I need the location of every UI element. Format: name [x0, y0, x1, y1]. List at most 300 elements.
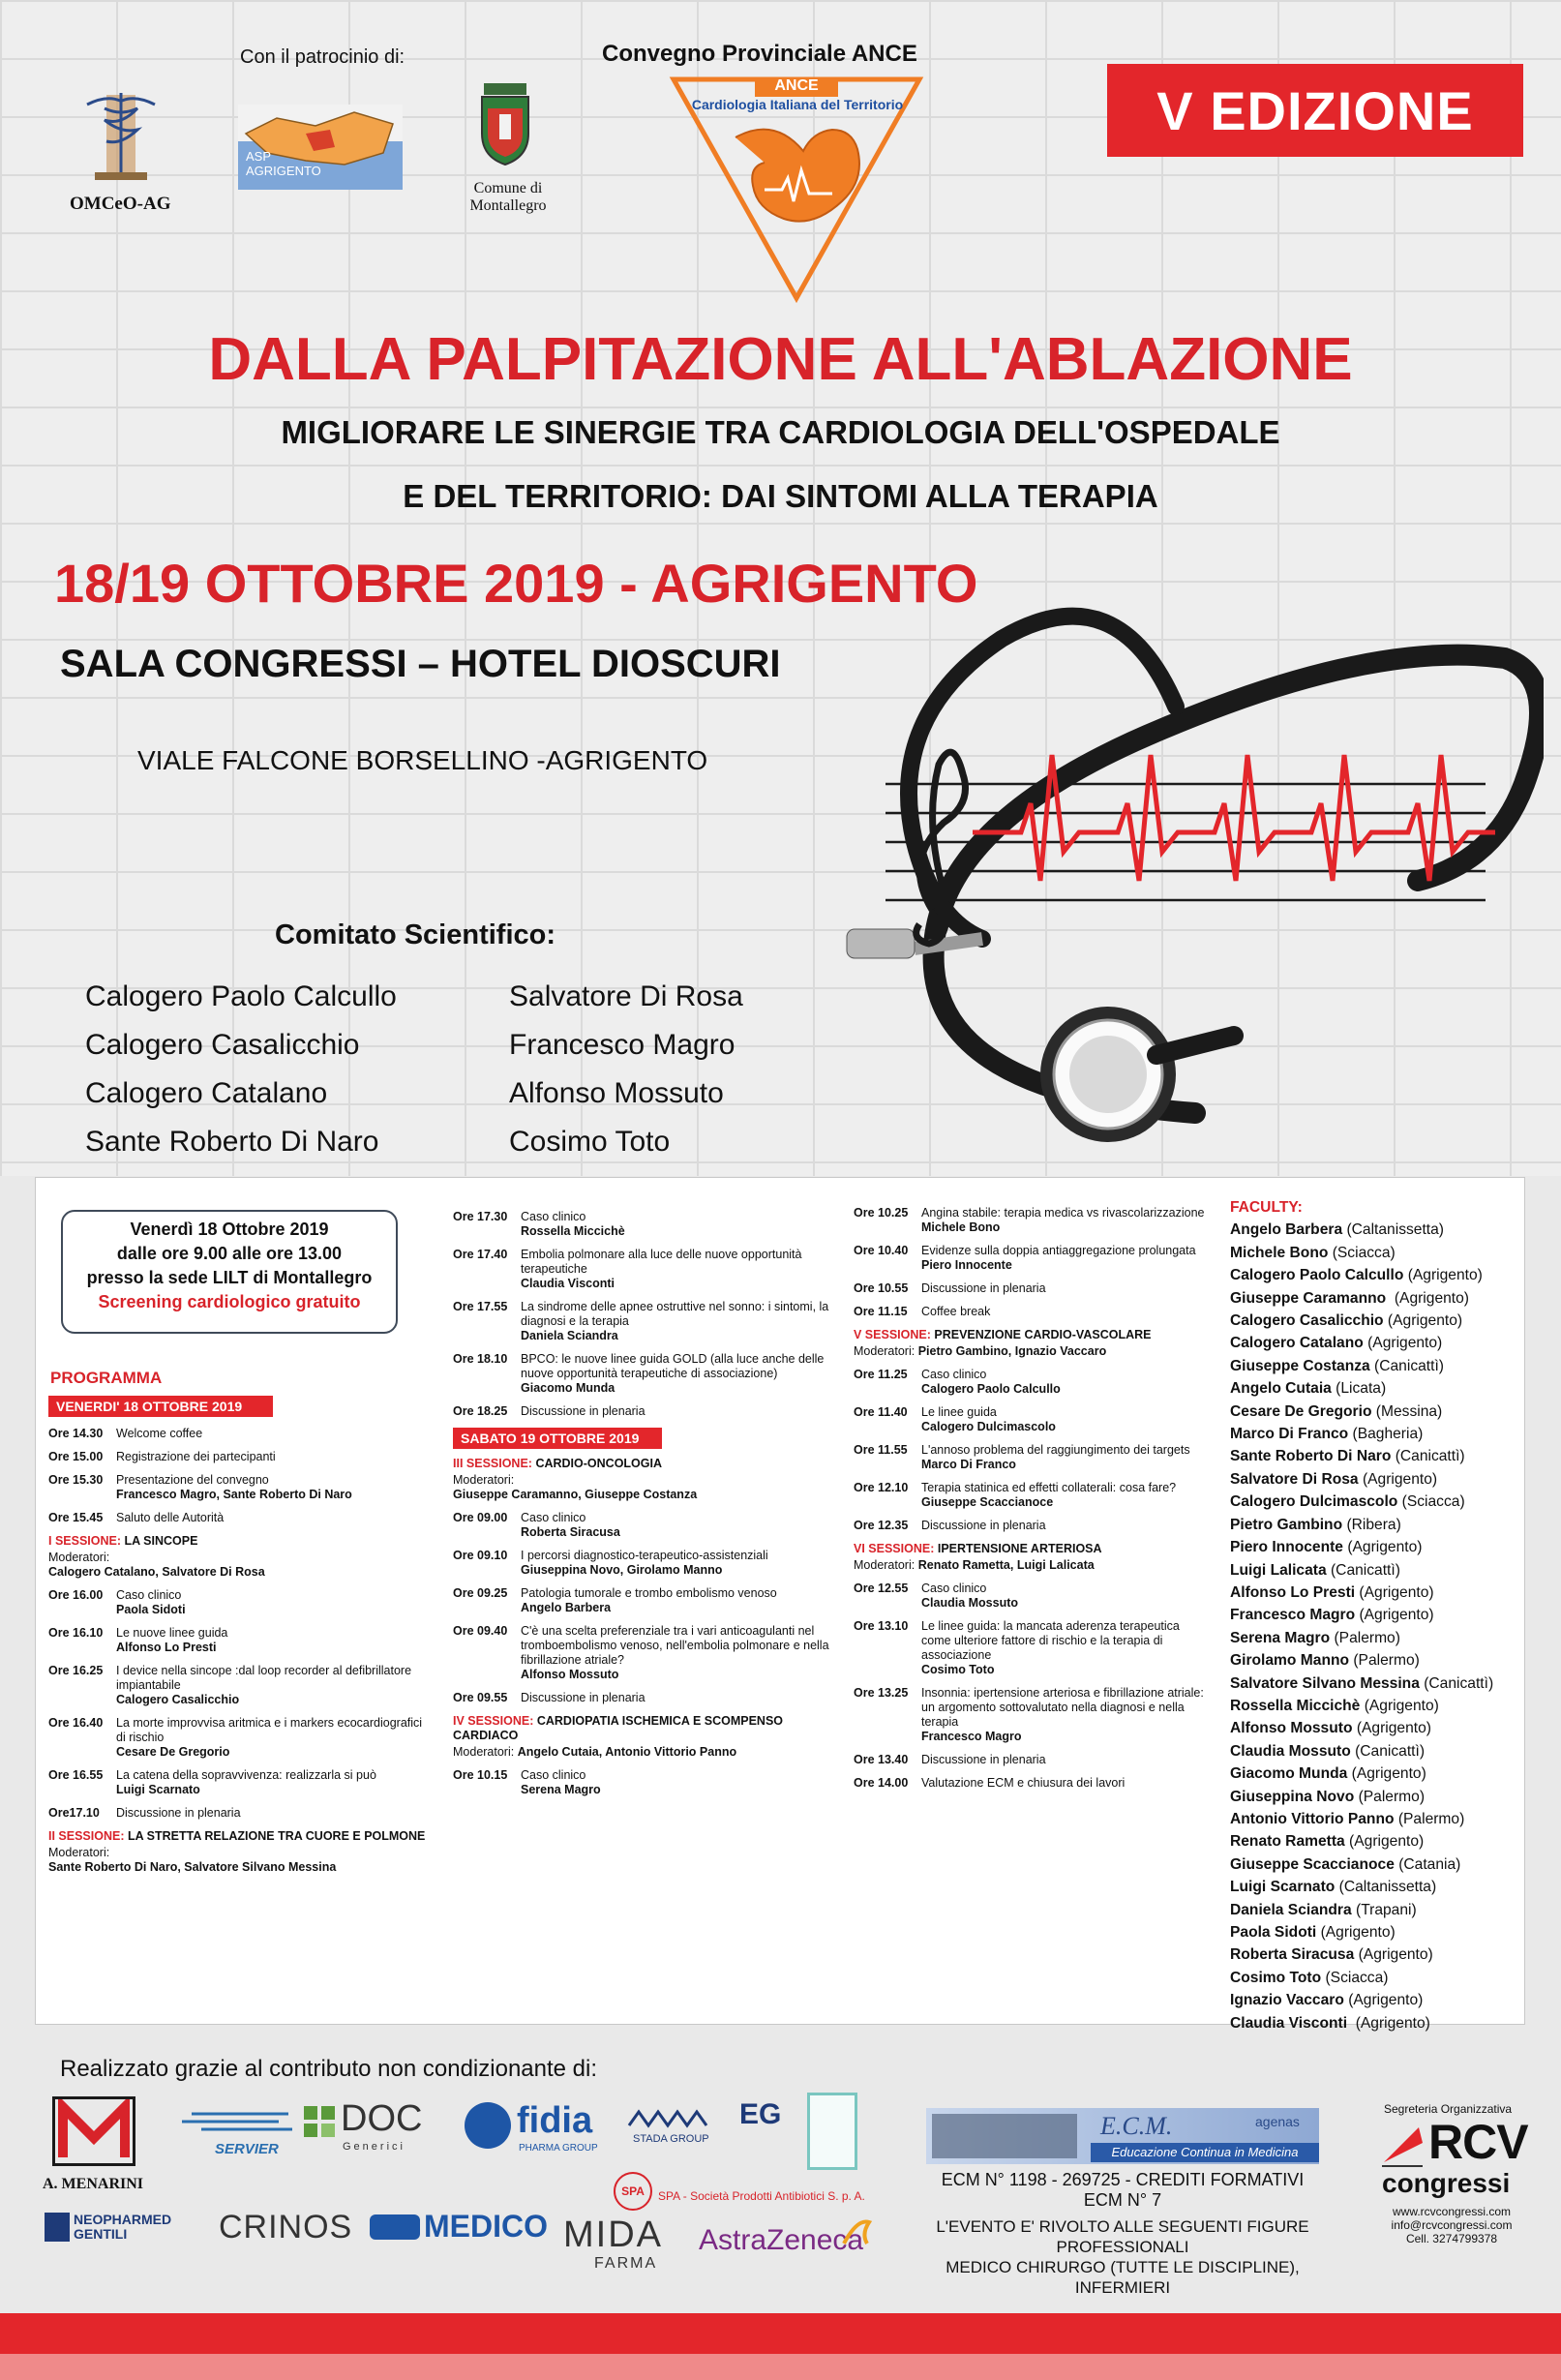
- schedule-time: Ore 09.55: [453, 1691, 508, 1704]
- session-number: V SESSIONE:: [854, 1328, 931, 1341]
- faculty-name: Alfonso Mossuto: [1230, 1720, 1353, 1737]
- schedule-item: [453, 1549, 840, 1578]
- session-name: IPERTENSIONE ARTERIOSA: [937, 1542, 1102, 1555]
- schedule-time: Ore17.10: [48, 1806, 100, 1820]
- schedule-item: [48, 1588, 428, 1617]
- schedule-detail: [116, 1664, 428, 1707]
- schedule-time: Ore 13.10: [854, 1619, 909, 1633]
- ecm-credits: ECM N° 1198 - 269725 - CREDITI FORMATIVI ECM N° 7: [941, 2170, 1305, 2210]
- schedule-time: Ore 12.10: [854, 1481, 909, 1494]
- moderators-label: Moderatori:: [854, 1558, 916, 1572]
- schedule-topic: Le nuove linee guida: [116, 1626, 228, 1640]
- faculty-city: (Agrigento): [1347, 2014, 1430, 2032]
- schedule-item: [854, 1405, 1212, 1434]
- schedule-time: Ore 14.30: [48, 1427, 104, 1440]
- faculty-city: (Trapani): [1351, 1901, 1417, 1918]
- faculty-member: [1230, 1401, 1493, 1423]
- ecm-banner: [926, 2108, 1319, 2164]
- schedule-item: [854, 1776, 1212, 1791]
- edizione-badge: V EDIZIONE: [1107, 64, 1523, 157]
- schedule-detail: [921, 1206, 1212, 1235]
- schedule-time: Ore 12.55: [854, 1582, 909, 1595]
- schedule-time: Ore 17.40: [453, 1248, 508, 1261]
- faculty-name: Giuseppe Costanza: [1230, 1357, 1370, 1374]
- schedule-topic: La sindrome delle apnee ostruttive nel sonno: i sintomi, la diagnosi e la terapia: [521, 1300, 829, 1328]
- schedule-time: Ore 13.25: [854, 1686, 909, 1700]
- neopharmed-mark: [45, 2213, 70, 2242]
- schedule-item: [854, 1206, 1212, 1235]
- schedule-speaker: Giacomo Munda: [521, 1381, 615, 1395]
- faculty-member: [1230, 1921, 1493, 1943]
- doc-logo-mark: [304, 2106, 337, 2139]
- faculty-member: [1230, 2012, 1493, 2034]
- comune-caption: Comune di Montallegro: [469, 180, 547, 215]
- faculty-member: [1230, 1582, 1493, 1604]
- schedule-item: [48, 1427, 428, 1441]
- ance-name: ANCE: [774, 77, 819, 94]
- faculty-name: Girolamo Manno: [1230, 1652, 1350, 1670]
- session-moderators: [854, 1558, 1212, 1573]
- subtitle-line-1: MIGLIORARE LE SINERGIE TRA CARDIOLOGIA DELL'OSPEDALE: [281, 414, 1280, 450]
- faculty-name: Giuseppina Novo: [1230, 1788, 1355, 1805]
- schedule-list: [854, 1368, 1212, 1533]
- faculty-name: Giacomo Munda: [1230, 1765, 1348, 1783]
- rcv-congressi: congressi: [1382, 2168, 1511, 2198]
- ecm-info: [926, 2170, 1319, 2298]
- faculty-name: Marco Di Franco: [1230, 1426, 1349, 1443]
- rcv-contacts: [1374, 2205, 1529, 2245]
- menarini-name: A. MENARINI: [43, 2176, 143, 2192]
- day-bar-friday: VENERDI' 18 OTTOBRE 2019: [48, 1396, 273, 1417]
- schedule-time: Ore 16.55: [48, 1768, 104, 1782]
- schedule-speaker: Calogero Paolo Calcullo: [921, 1382, 1061, 1396]
- schedule-item: [48, 1626, 428, 1655]
- faculty-city: (Caltanissetta): [1335, 1879, 1437, 1896]
- schedule-time: Ore 17.55: [453, 1300, 508, 1313]
- doc-name: DOC: [341, 2098, 423, 2139]
- astrazeneca-name: AstraZeneca: [699, 2224, 864, 2256]
- menarini-logo: [52, 2096, 135, 2166]
- convegno-title: Convegno Provinciale ANCE: [602, 41, 917, 67]
- schedule-topic: La morte improvvisa aritmica e i markers ecocardiografici di rischio: [116, 1716, 423, 1744]
- faculty-name: Roberta Siracusa: [1230, 1946, 1355, 1964]
- screening-time: dalle ore 9.00 alle ore 13.00: [116, 1244, 343, 1263]
- faculty-member: [1230, 1219, 1493, 1241]
- rcv-phone: Cell. 3274799378: [1405, 2232, 1498, 2245]
- schedule-item: [854, 1305, 1212, 1319]
- schedule-item: [854, 1686, 1212, 1744]
- schedule-time: Ore 11.25: [854, 1368, 908, 1381]
- schedule-detail: [521, 1404, 840, 1419]
- comitato-member: Calogero Paolo Calcullo: [85, 980, 397, 1012]
- event-venue: SALA CONGRESSI – HOTEL DIOSCURI: [60, 643, 781, 685]
- faculty-city: (Canicattì): [1419, 1674, 1494, 1692]
- schedule-time: Ore 14.00: [854, 1776, 909, 1790]
- schedule-item: [453, 1352, 840, 1396]
- schedule-time: Ore 09.10: [453, 1549, 508, 1562]
- faculty-city: (Agrigento): [1354, 1946, 1433, 1964]
- schedule-topic: L'annoso problema del raggiungimento dei targets: [921, 1443, 1190, 1457]
- schedule-topic: I device nella sincope :dal loop recorder al defibrillatore impiantabile: [116, 1664, 412, 1692]
- schedule-topic: Discussione in plenaria: [921, 1753, 1046, 1766]
- schedule-topic: Evidenze sulla doppia antiaggregazione prolungata: [921, 1244, 1196, 1257]
- schedule-speaker: Francesco Magro: [921, 1730, 1022, 1743]
- faculty-name: Giuseppe Caramanno: [1230, 1289, 1387, 1307]
- mida-name: MIDA: [563, 2214, 663, 2255]
- omceo-logo: [68, 87, 174, 184]
- stethoscope-ecg-illustration: [827, 513, 1544, 1171]
- faculty-member: [1230, 1672, 1493, 1695]
- program-column-3: [854, 1206, 1212, 1799]
- faculty-name: Calogero Dulcimascolo: [1230, 1493, 1398, 1511]
- screening-place: presso la sede LILT di Montallegro: [86, 1268, 373, 1287]
- faculty-city: (Agrigento): [1358, 1470, 1438, 1488]
- schedule-detail: [521, 1624, 840, 1682]
- schedule-topic: Angina stabile: terapia medica vs rivascolarizzazione: [921, 1206, 1205, 1220]
- faculty-member: [1230, 1899, 1493, 1921]
- faculty-name: Salvatore Di Rosa: [1230, 1470, 1359, 1488]
- faculty-name: Antonio Vittorio Panno: [1230, 1810, 1395, 1827]
- session-heading: [854, 1542, 1212, 1556]
- schedule-topic: Discussione in plenaria: [521, 1404, 645, 1418]
- schedule-topic: Presentazione del convegno: [116, 1473, 269, 1487]
- schedule-detail: [116, 1450, 428, 1464]
- schedule-topic: Discussione in plenaria: [921, 1519, 1046, 1532]
- schedule-topic: Caso clinico: [116, 1588, 182, 1602]
- mida-subtitle: FARMA: [594, 2255, 658, 2272]
- patrocinio-label: Con il patrocinio di:: [240, 46, 405, 68]
- schedule-time: Ore 16.00: [48, 1588, 104, 1602]
- schedule-item: [854, 1753, 1212, 1767]
- schedule-topic: Welcome coffee: [116, 1427, 203, 1440]
- schedule-detail: [521, 1210, 840, 1239]
- schedule-speaker: Paola Sidoti: [116, 1603, 186, 1616]
- schedule-speaker: Giuseppina Novo, Girolamo Manno: [521, 1563, 723, 1577]
- faculty-member: [1230, 1649, 1493, 1672]
- schedule-detail: [921, 1519, 1212, 1533]
- schedule-speaker: Cesare De Gregorio: [116, 1745, 230, 1759]
- schedule-item: [453, 1768, 840, 1797]
- faculty-member: [1230, 1943, 1493, 1966]
- schedule-item: [48, 1450, 428, 1464]
- faculty-name: Calogero Casalicchio: [1230, 1312, 1384, 1330]
- session-moderators: [453, 1473, 840, 1502]
- schedule-speaker: Claudia Mossuto: [921, 1596, 1019, 1610]
- faculty-name: Cesare De Gregorio: [1230, 1402, 1372, 1420]
- schedule-time: Ore 10.55: [854, 1281, 909, 1295]
- faculty-name: Michele Bono: [1230, 1244, 1329, 1261]
- faculty-member: [1230, 1264, 1493, 1286]
- schedule-time: Ore 09.00: [453, 1511, 508, 1524]
- faculty-name: Cosimo Toto: [1230, 1969, 1322, 1986]
- schedule-topic: Valutazione ECM e chiusura dei lavori: [921, 1776, 1126, 1790]
- faculty-name: Francesco Magro: [1230, 1607, 1356, 1624]
- schedule-detail: [521, 1768, 840, 1797]
- screening-box: [61, 1210, 398, 1334]
- schedule-speaker: Alfonso Mossuto: [521, 1668, 619, 1681]
- spa-logo: SPA: [614, 2172, 652, 2211]
- faculty-city: (Sciacca): [1397, 1493, 1465, 1511]
- program-column-1: [48, 1396, 428, 1883]
- rcv-website: www.rcvcongressi.com: [1392, 2205, 1512, 2218]
- session-moderators: [453, 1745, 840, 1760]
- schedule-list: [48, 1588, 428, 1821]
- schedule-time: Ore 17.30: [453, 1210, 508, 1223]
- session-name: LA SINCOPE: [124, 1534, 198, 1548]
- faculty-name: Claudia Mossuto: [1230, 1742, 1351, 1760]
- schedule-detail: [521, 1300, 840, 1343]
- schedule-detail: [116, 1473, 428, 1502]
- schedule-detail: [521, 1549, 840, 1578]
- faculty-city: (Palermo): [1349, 1652, 1420, 1670]
- screening-date: Venerdì 18 Ottobre 2019: [130, 1220, 329, 1239]
- faculty-city: (Ribera): [1342, 1516, 1401, 1533]
- faculty-title: FACULTY:: [1230, 1199, 1303, 1216]
- schedule-time: Ore 11.55: [854, 1443, 908, 1457]
- schedule-time: Ore 13.40: [854, 1753, 909, 1766]
- session-name: PREVENZIONE CARDIO-VASCOLARE: [934, 1328, 1152, 1341]
- faculty-city: (Bagheria): [1348, 1426, 1424, 1443]
- schedule-item: [854, 1443, 1212, 1472]
- schedule-detail: [521, 1691, 840, 1705]
- schedule-time: Ore 18.10: [453, 1352, 508, 1366]
- schedule-item: [48, 1768, 428, 1797]
- schedule-detail: [116, 1588, 428, 1617]
- schedule-item: [453, 1210, 840, 1239]
- screening-title: Screening cardiologico gratuito: [98, 1292, 361, 1311]
- agenas-label: agenas: [1255, 2114, 1300, 2129]
- faculty-member: [1230, 1876, 1493, 1898]
- schedule-topic: Discussione in plenaria: [521, 1691, 645, 1704]
- faculty-member: [1230, 1242, 1493, 1264]
- astrazeneca-icon: [838, 2214, 875, 2251]
- schedule-topic: La catena della sopravvivenza: realizzarla si può: [116, 1768, 376, 1782]
- schedule-topic: Caso clinico: [521, 1210, 586, 1223]
- segreteria-label: Segreteria Organizzativa: [1384, 2102, 1513, 2116]
- faculty-city: (Canicattì): [1326, 1561, 1400, 1579]
- faculty-city: (Palermo): [1330, 1629, 1400, 1646]
- faculty-member: [1230, 1332, 1493, 1354]
- schedule-item: [854, 1281, 1212, 1296]
- schedule-detail: [116, 1768, 428, 1797]
- faculty-name: Rossella Miccichè: [1230, 1697, 1361, 1714]
- schedule-time: Ore 16.40: [48, 1716, 104, 1730]
- fidia-globe-icon: [465, 2102, 511, 2149]
- schedule-topic: Coffee break: [921, 1305, 991, 1318]
- schedule-topic: Caso clinico: [521, 1768, 586, 1782]
- session-heading: [453, 1714, 840, 1743]
- faculty-city: (Sciacca): [1321, 1969, 1389, 1986]
- schedule-detail: [921, 1619, 1212, 1677]
- schedule-detail: [921, 1481, 1212, 1510]
- schedule-time: Ore 10.15: [453, 1768, 508, 1782]
- schedule-detail: [921, 1753, 1212, 1767]
- schedule-time: Ore 16.25: [48, 1664, 104, 1677]
- footer-bar-light: [0, 2354, 1561, 2380]
- ecm-target-label: L'EVENTO E' RIVOLTO ALLE SEGUENTI FIGURE PROFESSIONALI: [936, 2217, 1309, 2256]
- moderators-names: Sante Roberto Di Naro, Salvatore Silvano Messina: [48, 1860, 337, 1874]
- fidia-name: fidia: [517, 2100, 593, 2141]
- schedule-item: [453, 1691, 840, 1705]
- schedule-topic: BPCO: le nuove linee guida GOLD (alla luce anche delle nuove opportunità terapeutiche di associazione): [521, 1352, 825, 1380]
- faculty-name: Serena Magro: [1230, 1629, 1331, 1646]
- schedule-topic: Le linee guida: la mancata aderenza terapeutica come ulteriore fattore di rischio e la terapia di associazione: [921, 1619, 1180, 1662]
- schedule-detail: [521, 1352, 840, 1396]
- schedule-item: [854, 1244, 1212, 1273]
- faculty-name: Luigi Scarnato: [1230, 1879, 1336, 1896]
- faculty-city: (Canicattì): [1350, 1742, 1426, 1760]
- faculty-city: (Agrigento): [1360, 1697, 1439, 1714]
- faculty-member: [1230, 1423, 1493, 1445]
- faculty-member: [1230, 1627, 1493, 1649]
- schedule-topic: Discussione in plenaria: [116, 1806, 241, 1820]
- faculty-member: [1230, 1536, 1493, 1558]
- faculty-member: [1230, 1377, 1493, 1400]
- session-number: IV SESSIONE:: [453, 1714, 534, 1728]
- faculty-name: Angelo Cutaia: [1230, 1380, 1332, 1398]
- faculty-city: (Canicattì): [1391, 1448, 1465, 1465]
- unknown-sponsor-logo: [807, 2093, 857, 2170]
- main-title: DALLA PALPITAZIONE ALL'ABLAZIONE: [208, 326, 1353, 393]
- comitato-member: Salvatore Di Rosa: [509, 980, 743, 1012]
- faculty-city: (Agrigento): [1343, 1992, 1424, 2009]
- session-name: CARDIOPATIA ISCHEMICA E SCOMPENSO CARDIACO: [453, 1714, 784, 1742]
- faculty-city: (Sciacca): [1328, 1244, 1396, 1261]
- schedule-speaker: Luigi Scarnato: [116, 1783, 200, 1796]
- schedule-detail: [921, 1686, 1212, 1744]
- session-heading: [854, 1328, 1212, 1342]
- faculty-member: [1230, 1287, 1493, 1310]
- schedule-time: Ore 10.40: [854, 1244, 909, 1257]
- schedule-speaker: Michele Bono: [921, 1220, 1001, 1234]
- schedule-detail: [921, 1305, 1212, 1319]
- schedule-speaker: Calogero Casalicchio: [116, 1693, 240, 1706]
- schedule-detail: [921, 1244, 1212, 1273]
- faculty-member: [1230, 1830, 1493, 1853]
- faculty-city: (Agrigento): [1347, 1765, 1426, 1783]
- moderators-label: Moderatori:: [453, 1745, 515, 1759]
- schedule-speaker: Francesco Magro, Sante Roberto Di Naro: [116, 1488, 352, 1501]
- schedule-topic: Saluto delle Autorità: [116, 1511, 225, 1524]
- faculty-name: Luigi Lalicata: [1230, 1561, 1327, 1579]
- schedule-item: [453, 1586, 840, 1615]
- schedule-topic: Caso clinico: [921, 1368, 987, 1381]
- faculty-name: Calogero Catalano: [1230, 1335, 1364, 1352]
- ecm-photo: [932, 2114, 1077, 2158]
- schedule-speaker: Calogero Dulcimascolo: [921, 1420, 1056, 1433]
- schedule-topic: Terapia statinica ed effetti collaterali: cosa fare?: [921, 1481, 1177, 1494]
- schedule-item: [48, 1806, 428, 1821]
- faculty-city: (Caltanissetta): [1342, 1221, 1444, 1239]
- schedule-list: [453, 1511, 840, 1705]
- faculty-member: [1230, 1740, 1493, 1762]
- ecm-subtitle: Educazione Continua in Medicina: [1091, 2143, 1319, 2162]
- faculty-city: (Agrigento): [1403, 1267, 1483, 1284]
- schedule-detail: [921, 1368, 1212, 1397]
- fidia-subtitle: PHARMA GROUP: [519, 2143, 598, 2154]
- subtitle-line-2: E DEL TERRITORIO: DAI SINTOMI ALLA TERAPIA: [403, 478, 1158, 514]
- schedule-speaker: Marco Di Franco: [921, 1458, 1016, 1471]
- schedule-detail: [116, 1427, 428, 1441]
- schedule-list: [854, 1206, 1212, 1319]
- schedule-speaker: Roberta Siracusa: [521, 1525, 620, 1539]
- faculty-member: [1230, 1491, 1493, 1513]
- schedule-speaker: Serena Magro: [521, 1783, 601, 1796]
- ecm-target-roles: MEDICO CHIRURGO (TUTTE LE DISCIPLINE), INFERMIERI: [946, 2258, 1300, 2297]
- moderators-names: Calogero Catalano, Salvatore Di Rosa: [48, 1565, 265, 1579]
- faculty-city: (Palermo): [1394, 1810, 1465, 1827]
- session-moderators: [854, 1344, 1212, 1359]
- schedule-topic: C'è una scelta preferenziale tra i vari anticoagulanti nel tromboembolismo venoso, nell'embolia polmonare e nella fibrillazione atriale?: [521, 1624, 829, 1667]
- schedule-item: [48, 1511, 428, 1525]
- servier-name: SERVIER: [215, 2141, 279, 2157]
- schedule-item: [453, 1624, 840, 1682]
- faculty-member: [1230, 1514, 1493, 1536]
- schedule-detail: [521, 1586, 840, 1615]
- faculty-city: (Agrigento): [1363, 1335, 1443, 1352]
- comitato-member: Sante Roberto Di Naro: [85, 1126, 379, 1158]
- faculty-member: [1230, 1604, 1493, 1626]
- rcv-logo-mark: [1380, 2124, 1425, 2168]
- schedule-time: Ore 10.25: [854, 1206, 909, 1220]
- session-number: VI SESSIONE:: [854, 1542, 935, 1555]
- faculty-member: [1230, 1310, 1493, 1332]
- schedule-speaker: Angelo Barbera: [521, 1601, 612, 1614]
- faculty-name: Ignazio Vaccaro: [1230, 1992, 1344, 2009]
- schedule-item: [48, 1473, 428, 1502]
- faculty-city: (Agrigento): [1344, 1833, 1425, 1851]
- event-date: 18/19 OTTOBRE 2019 - AGRIGENTO: [54, 553, 978, 614]
- session-heading: [453, 1457, 840, 1471]
- schedule-time: Ore 15.00: [48, 1450, 104, 1463]
- schedule-time: Ore 18.25: [453, 1404, 508, 1418]
- faculty-city: (Agrigento): [1316, 1924, 1396, 1941]
- comitato-member: Calogero Casalicchio: [85, 1029, 360, 1061]
- faculty-member: [1230, 1468, 1493, 1491]
- schedule-speaker: Daniela Sciandra: [521, 1329, 618, 1342]
- schedule-detail: [116, 1716, 428, 1760]
- faculty-name: Alfonso Lo Presti: [1230, 1583, 1356, 1601]
- medico-name: MEDICO: [424, 2209, 548, 2244]
- faculty-name: Paola Sidoti: [1230, 1924, 1317, 1941]
- schedule-item: [854, 1519, 1212, 1533]
- schedule-time: Ore 11.15: [854, 1305, 908, 1318]
- schedule-time: Ore 16.10: [48, 1626, 104, 1640]
- spa-name: SPA - Società Prodotti Antibiotici S. p. A.: [658, 2189, 865, 2203]
- session-moderators: [48, 1846, 428, 1875]
- comitato-member: Cosimo Toto: [509, 1126, 671, 1158]
- faculty-city: (Agrigento): [1386, 1289, 1469, 1307]
- rcv-email: info@rcvcongressi.com: [1391, 2218, 1513, 2232]
- session-number: I SESSIONE:: [48, 1534, 122, 1548]
- neopharmed-name: NEOPHARMED GENTILI: [74, 2212, 172, 2242]
- rcv-name: RCV: [1428, 2115, 1528, 2169]
- faculty-member: [1230, 1355, 1493, 1377]
- faculty-city: (Canicattì): [1369, 1357, 1444, 1374]
- faculty-name: Angelo Barbera: [1230, 1221, 1343, 1239]
- schedule-item: [48, 1716, 428, 1760]
- comitato-list-left: [85, 973, 397, 1166]
- schedule-item: [854, 1619, 1212, 1677]
- session-name: CARDIO-ONCOLOGIA: [535, 1457, 663, 1470]
- faculty-name: Daniela Sciandra: [1230, 1901, 1352, 1918]
- schedule-topic: Caso clinico: [921, 1582, 987, 1595]
- schedule-topic: Le linee guida: [921, 1405, 997, 1419]
- sponsors-label: Realizzato grazie al contributo non condizionante di:: [60, 2056, 598, 2082]
- moderators-names: Angelo Cutaia, Antonio Vittorio Panno: [517, 1745, 737, 1759]
- comitato-list-right: [509, 973, 743, 1166]
- session-name: LA STRETTA RELAZIONE TRA CUORE E POLMONE: [127, 1829, 426, 1843]
